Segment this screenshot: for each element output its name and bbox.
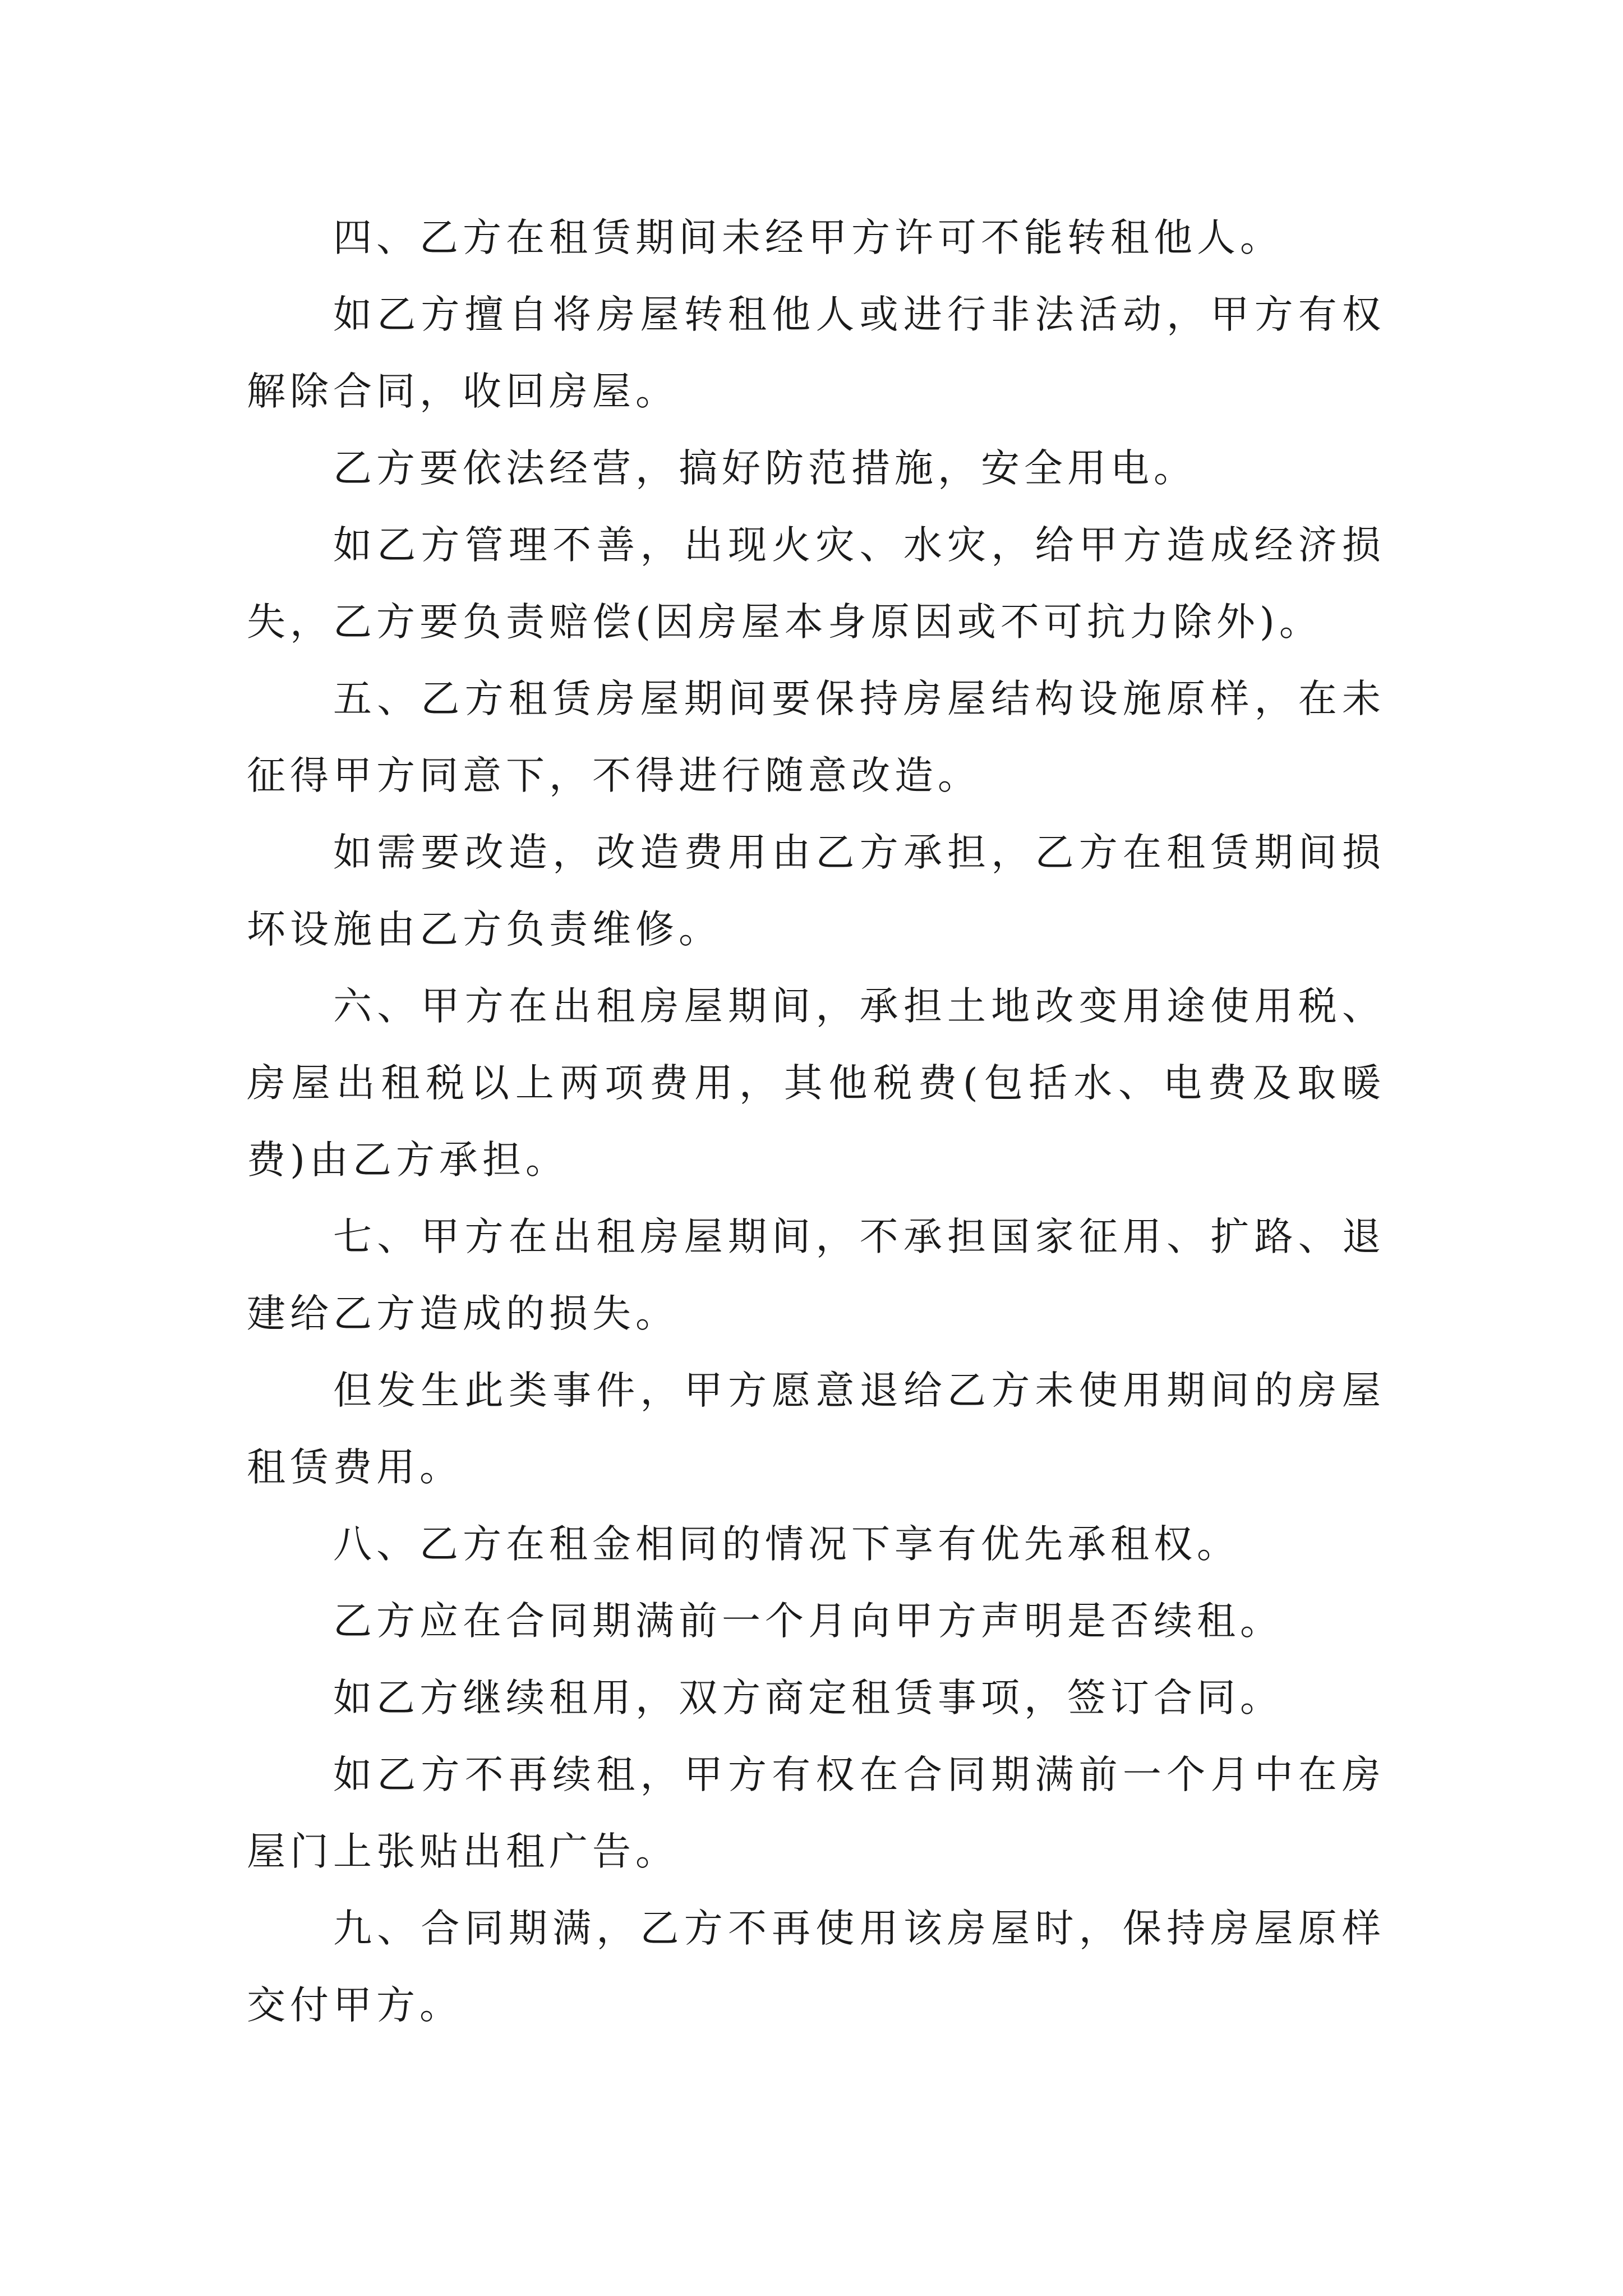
clause-7: 七、甲方在出租房屋期间，不承担国家征用、扩路、退建给乙方造成的损失。 xyxy=(247,1214,1385,1336)
clause-4-safety: 乙方要依法经营，搞好防范措施，安全用电。 xyxy=(333,446,1197,491)
clause-8-continue: 如乙方继续租用，双方商定租赁事项，签订合同。 xyxy=(333,1676,1283,1720)
clause-5-renovation: 如需要改造，改造费用由乙方承担，乙方在租赁期间损坏设施由乙方负责维修。 xyxy=(247,830,1385,952)
clause-9: 九、合同期满，乙方不再使用该房屋时，保持房屋原样交付甲方。 xyxy=(247,1906,1385,2028)
clause-6: 六、甲方在出租房屋期间，承担土地改变用途使用税、房屋出租税以上两项费用，其他税费(包括水、电费及取暖费)由乙方承担。 xyxy=(247,984,1385,1182)
clause-8: 八、乙方在租金相同的情况下享有优先承租权。 xyxy=(333,1522,1240,1567)
document-body xyxy=(247,200,1385,2044)
clause-5: 五、乙方租赁房屋期间要保持房屋结构设施原样，在未征得甲方同意下，不得进行随意改造。 xyxy=(247,677,1385,798)
clause-4-sublet-penalty: 如乙方擅自将房屋转租他人或进行非法活动，甲方有权解除合同，收回房屋。 xyxy=(247,292,1385,414)
clause-8-no-renewal: 如乙方不再续租，甲方有权在合同期满前一个月中在房屋门上张贴出租广告。 xyxy=(247,1752,1385,1874)
clause-7-refund: 但发生此类事件，甲方愿意退给乙方未使用期间的房屋租赁费用。 xyxy=(247,1368,1385,1490)
clause-4: 四、乙方在租赁期间未经甲方许可不能转租他人。 xyxy=(333,215,1283,260)
clause-4-compensation: 如乙方管理不善，出现火灾、水灾，给甲方造成经济损失，乙方要负责赔偿(因房屋本身原因或不可抗力除外)。 xyxy=(247,523,1385,645)
clause-8-renewal-notice: 乙方应在合同期满前一个月向甲方声明是否续租。 xyxy=(333,1599,1283,1644)
